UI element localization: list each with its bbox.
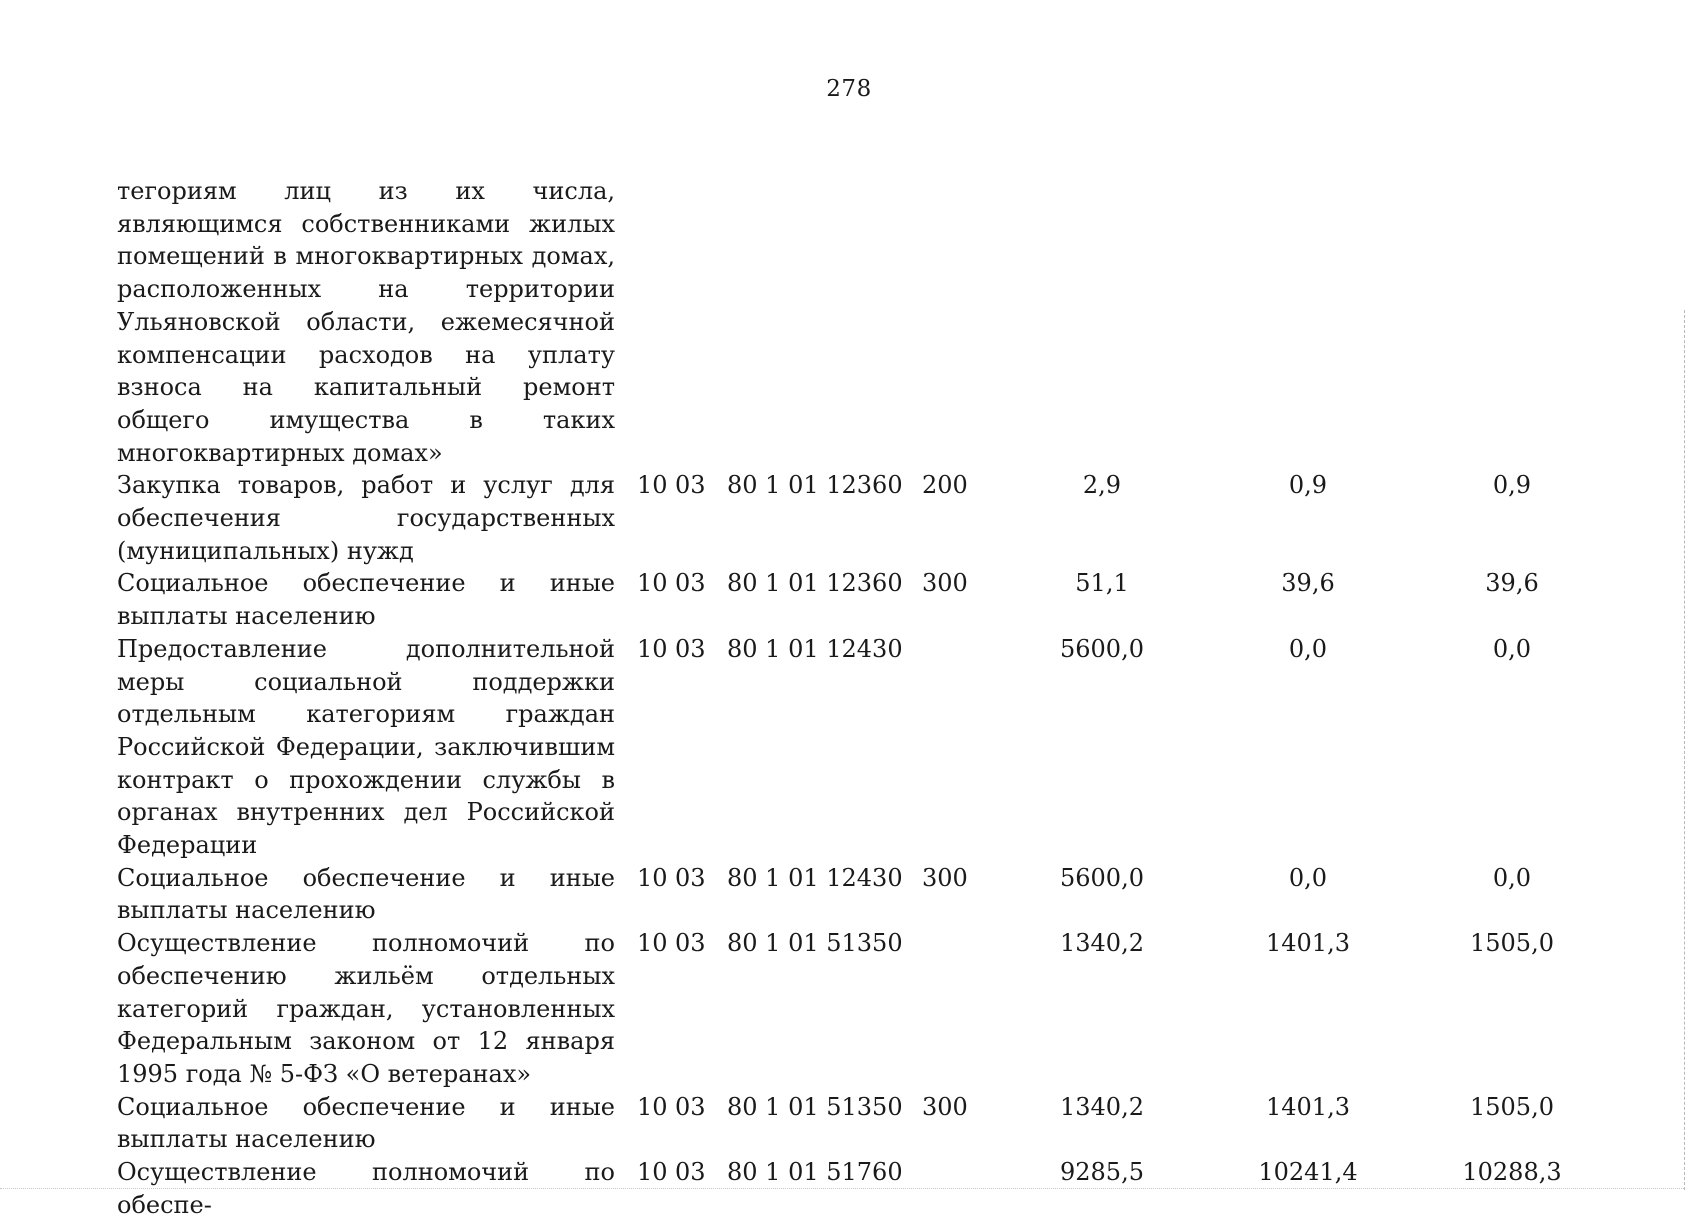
budget-table (117, 175, 1617, 1222)
row-subsection-code: 03 (675, 1158, 706, 1187)
row-amount-year-1: 1340,2 (1060, 929, 1144, 958)
row-expense-type-code (917, 927, 997, 1091)
row-target-article-code: 80 1 01 12360 (727, 569, 903, 598)
row-amount-year-1: 51,1 (1075, 569, 1129, 598)
row-section-code: 10 (637, 863, 668, 892)
row-section-code: 10 (637, 634, 668, 663)
scan-bottom-line (0, 1188, 1684, 1189)
row-target-article-code: 80 1 01 51760 (727, 1158, 903, 1187)
row-description: Социальное обеспечение и иные выплаты населению (117, 1092, 615, 1154)
row-description: Социальное обеспечение и иные выплаты населению (117, 863, 615, 925)
table-row (117, 1091, 1617, 1156)
row-amount-year-3: 1505,0 (1470, 929, 1554, 958)
row-target-article-code: 80 1 01 12430 (727, 634, 903, 663)
row-section-code: 10 (637, 1092, 668, 1121)
row-expense-type-code: 300 (922, 569, 968, 598)
row-description: Осуществление полномочий по обеспечению жильём отдельных категорий граждан, установленных Федеральным законом от 12 января 1995 года № 5-ФЗ «О ветеранах» (117, 929, 615, 1088)
row-subsection-code: 03 (675, 863, 706, 892)
row-expense-type-code: 200 (922, 471, 968, 500)
row-amount-year-3 (1407, 175, 1617, 469)
row-description: тегориям лиц из их числа, являющимся собственниками жилых помещений в многоквартирных домах, расположенных на территории Ульяновской области, ежемесячной компенсации расходов на уплату взноса на капитальный ремонт общего имущества в таких многоквартирных домах» (117, 177, 615, 467)
row-section-code (625, 175, 671, 469)
scan-edge-line (1684, 310, 1685, 1190)
row-amount-year-1 (997, 175, 1197, 469)
row-amount-year-3: 0,0 (1492, 634, 1532, 663)
row-amount-year-2: 1401,3 (1266, 929, 1350, 958)
row-subsection-code: 03 (675, 569, 706, 598)
row-description: Предоставление дополнительной меры социальной поддержки отдельным категориям граждан Российской Федерации, заключившим контракт о прохождении службы в органах внутренних дел Российской Федерации (117, 634, 615, 860)
row-amount-year-3: 0,0 (1492, 863, 1532, 892)
row-amount-year-3: 0,9 (1492, 471, 1532, 500)
row-amount-year-2: 39,6 (1281, 569, 1335, 598)
row-expense-type-code: 300 (922, 1092, 968, 1121)
row-amount-year-3: 10288,3 (1462, 1158, 1562, 1187)
table-row (117, 862, 1617, 927)
row-subsection-code: 03 (675, 1092, 706, 1121)
row-section-code: 10 (637, 929, 668, 958)
table-row (117, 469, 1617, 567)
row-amount-year-1: 5600,0 (1060, 634, 1144, 663)
row-description: Осуществление полномочий по обеспе- (117, 1158, 615, 1219)
page-number: 278 (826, 76, 872, 102)
row-amount-year-1: 2,9 (1082, 471, 1122, 500)
row-description: Социальное обеспечение и иные выплаты населению (117, 569, 615, 631)
row-expense-type-code (917, 175, 997, 469)
row-amount-year-3: 1505,0 (1470, 1092, 1554, 1121)
row-target-article-code: 80 1 01 51350 (727, 929, 903, 958)
row-target-article-code (721, 175, 917, 469)
row-target-article-code: 80 1 01 12430 (727, 863, 903, 892)
table-body (117, 175, 1617, 1222)
row-amount-year-3: 39,6 (1485, 569, 1539, 598)
row-amount-year-2 (1197, 175, 1407, 469)
row-expense-type-code: 300 (922, 863, 968, 892)
row-expense-type-code (917, 633, 997, 862)
row-description: Закупка товаров, работ и услуг для обеспечения государственных (муниципальных) нужд (117, 471, 615, 565)
table-row (117, 175, 1617, 469)
row-amount-year-2: 0,0 (1288, 863, 1328, 892)
row-amount-year-1: 5600,0 (1060, 863, 1144, 892)
row-subsection-code (671, 175, 721, 469)
row-target-article-code: 80 1 01 12360 (727, 471, 903, 500)
row-amount-year-2: 0,9 (1288, 471, 1328, 500)
row-target-article-code: 80 1 01 51350 (727, 1092, 903, 1121)
row-subsection-code: 03 (675, 929, 706, 958)
row-amount-year-1: 1340,2 (1060, 1092, 1144, 1121)
row-section-code: 10 (637, 471, 668, 500)
row-amount-year-1: 9285,5 (1060, 1158, 1144, 1187)
table-row (117, 633, 1617, 862)
row-section-code: 10 (637, 569, 668, 598)
row-section-code: 10 (637, 1158, 668, 1187)
row-subsection-code: 03 (675, 634, 706, 663)
table-row (117, 927, 1617, 1091)
row-amount-year-2: 1401,3 (1266, 1092, 1350, 1121)
row-amount-year-2: 10241,4 (1258, 1158, 1358, 1187)
row-subsection-code: 03 (675, 471, 706, 500)
table-row (117, 567, 1617, 632)
row-amount-year-2: 0,0 (1288, 634, 1328, 663)
